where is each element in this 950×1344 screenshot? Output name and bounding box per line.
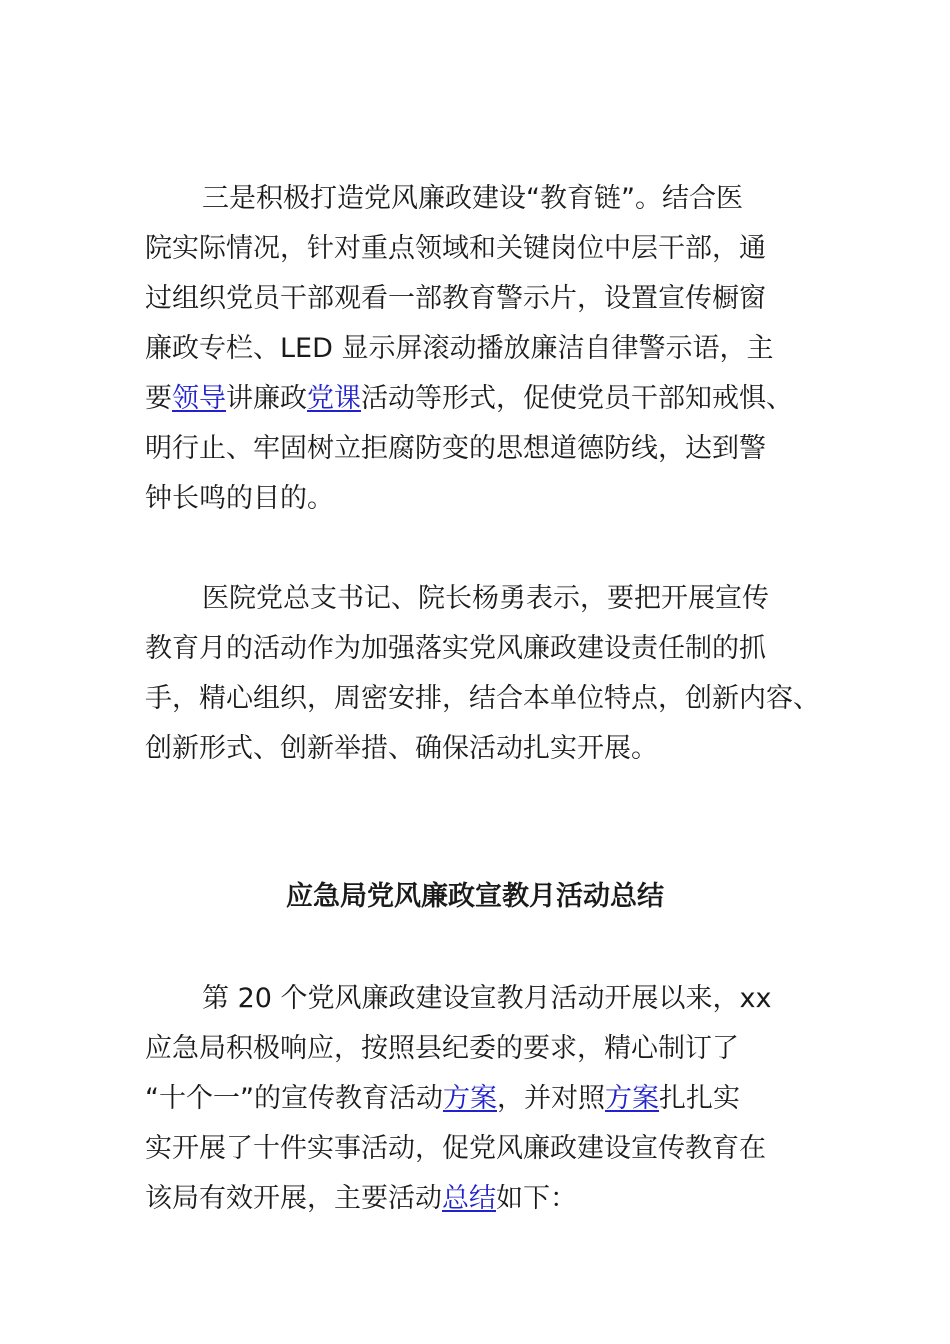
text-segment: “十个一”的宣传教育活动 xyxy=(145,1083,443,1114)
text-segment: 该局有效开展，主要活动 xyxy=(145,1183,442,1214)
link-summary[interactable]: 总结 xyxy=(442,1183,496,1214)
paragraph-3-line-3 xyxy=(145,1081,740,1117)
paragraph-1-line-4: 廉政专栏、LED 显示屏滚动播放廉洁自律警示语，主 xyxy=(145,333,774,364)
paragraph-2-line-4: 创新形式、创新举措、确保活动扎实开展。 xyxy=(145,733,658,764)
section-heading: 应急局党风廉政宣教月活动总结 xyxy=(286,881,664,912)
paragraph-2-line-1: 医院党总支书记、院长杨勇表示，要把开展宣传 xyxy=(202,583,769,614)
paragraph-1-line-1: 三是积极打造党风廉政建设“教育链”。结合医 xyxy=(202,183,743,214)
paragraph-1-line-6: 明行止、牢固树立拒腐防变的思想道德防线，达到警 xyxy=(145,433,766,464)
paragraph-2-line-2: 教育月的活动作为加强落实党风廉政建设责任制的抓 xyxy=(145,633,766,664)
paragraph-3-line-4: 实开展了十件实事活动，促党风廉政建设宣传教育在 xyxy=(145,1133,766,1164)
text-segment: 如下： xyxy=(496,1183,577,1214)
link-party-lecture[interactable]: 党课 xyxy=(307,383,361,414)
paragraph-3-line-1: 第 20 个党风廉政建设宣教月活动开展以来，xx xyxy=(202,983,772,1014)
text-segment: 活动等形式，促使党员干部知戒惧、 xyxy=(361,383,793,414)
link-leader[interactable]: 领导 xyxy=(172,383,226,414)
text-segment: 讲廉政 xyxy=(226,383,307,414)
paragraph-3-line-2: 应急局积极响应，按照县纪委的要求，精心制订了 xyxy=(145,1033,739,1064)
paragraph-1-line-7: 钟长鸣的目的。 xyxy=(145,483,334,514)
paragraph-1-line-5 xyxy=(145,381,793,417)
link-plan-2[interactable]: 方案 xyxy=(604,1083,659,1114)
text-segment: 扎扎实 xyxy=(658,1083,740,1114)
link-plan-1[interactable]: 方案 xyxy=(442,1083,497,1114)
text-segment: 要 xyxy=(145,383,172,414)
paragraph-1-line-3: 过组织党员干部观看一部教育警示片，设置宣传橱窗 xyxy=(145,283,766,314)
text-segment: ，并对照 xyxy=(496,1083,605,1114)
paragraph-1-line-2: 院实际情况，针对重点领域和关键岗位中层干部，通 xyxy=(145,233,766,264)
paragraph-3-line-5 xyxy=(145,1181,577,1217)
paragraph-2-line-3: 手，精心组织，周密安排，结合本单位特点，创新内容、 xyxy=(145,683,820,714)
